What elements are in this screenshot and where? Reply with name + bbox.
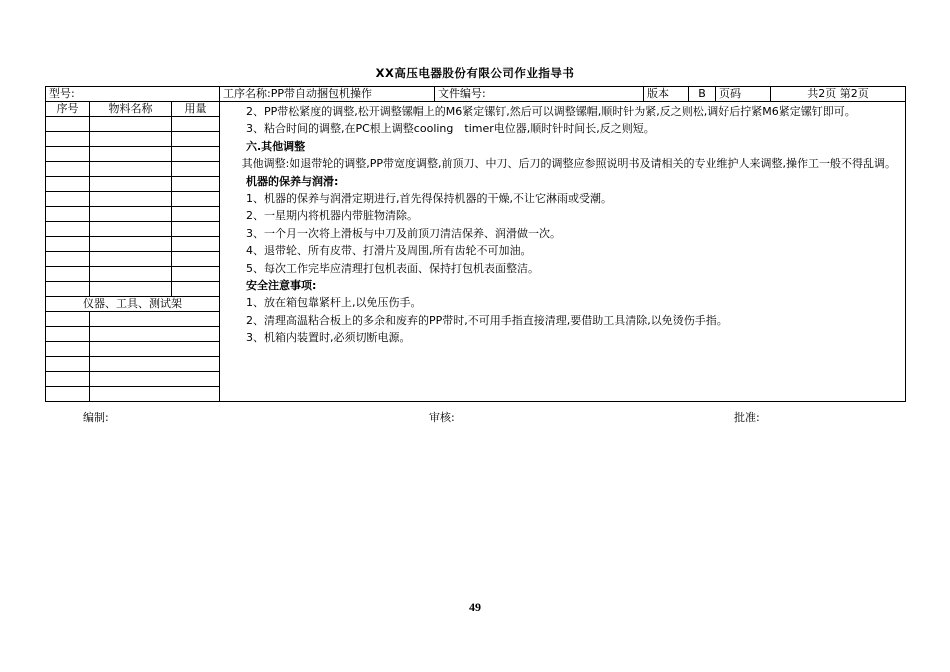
seq-header: 序号 <box>46 102 90 117</box>
content-paragraph: 其他调整:如退带轮的调整,PP带宽度调整,前顶刀、中刀、后刀的调整应参照说明书及请相关的专业维护人来调整,操作工一般不得乱调。 <box>241 157 897 171</box>
instruments-header: 仪器、工具、测试架 <box>46 297 220 312</box>
process-name-cell: 工序名称:PP带自动捆包机操作 <box>220 87 435 102</box>
quantity-header: 用量 <box>172 102 220 117</box>
approved-by-label: 批准: <box>734 411 760 424</box>
version-label-cell: 版本 <box>644 87 689 102</box>
section-heading: 机器的保养与润滑: <box>246 174 339 188</box>
document-title: XX高压电器股份有限公司作业指导书 <box>375 66 575 80</box>
version-value-cell: B <box>689 87 716 102</box>
file-number-cell: 文件编号: <box>435 87 644 102</box>
content-paragraph: 3、一个月一次将上滑板与中刀及前顶刀清洁保养、润滑做一次。 <box>246 226 561 240</box>
header-row <box>46 87 906 102</box>
section-heading: 安全注意事项: <box>246 279 317 293</box>
content-paragraph: 1、机器的保养与润滑定期进行,首先得保持机器的干燥,不让它淋雨或受潮。 <box>246 192 612 206</box>
content-paragraph: 4、退带轮、所有皮带、打滑片及周围,所有齿轮不可加油。 <box>246 244 532 258</box>
section-heading: 六.其他调整 <box>246 139 306 153</box>
content-paragraph: 3、粘合时间的调整,在PC根上调整cooling timer电位器,顺时针时间长,反之则短。 <box>246 122 655 136</box>
material-header: 物料名称 <box>90 102 172 117</box>
content-paragraph: 5、每次工作完毕应清理打包机表面、保持打包机表面整洁。 <box>246 261 539 275</box>
content-paragraph: 2、PP带松紧度的调整,松开调整镙帽上的M6紧定镙钉,然后可以调整镙帽,顺时针为紧,反之则松,调好后拧紧M6紧定镙钉即可。 <box>246 105 856 118</box>
work-instruction-table <box>45 86 906 402</box>
content-paragraph: 2、一星期内将机器内带脏物清除。 <box>246 209 418 223</box>
page-number: 49 <box>469 600 481 614</box>
content-paragraph: 2、清理高温粘合板上的多余和废弃的PP带时,不可用手指直接清理,要借助工具清除,以免烫伤手指。 <box>246 313 728 327</box>
prepared-by-label: 编制: <box>83 411 109 424</box>
page-value-cell: 共2页 第2页 <box>771 87 906 102</box>
content-paragraph: 1、放在箱包靠紧杆上,以免压伤手。 <box>246 296 422 310</box>
reviewed-by-label: 审核: <box>429 411 455 424</box>
model-cell: 型号: <box>46 87 220 102</box>
instruction-content <box>220 102 906 402</box>
content-paragraph: 3、机箱内装置时,必须切断电源。 <box>246 331 411 345</box>
page-label-cell: 页码 <box>716 87 771 102</box>
